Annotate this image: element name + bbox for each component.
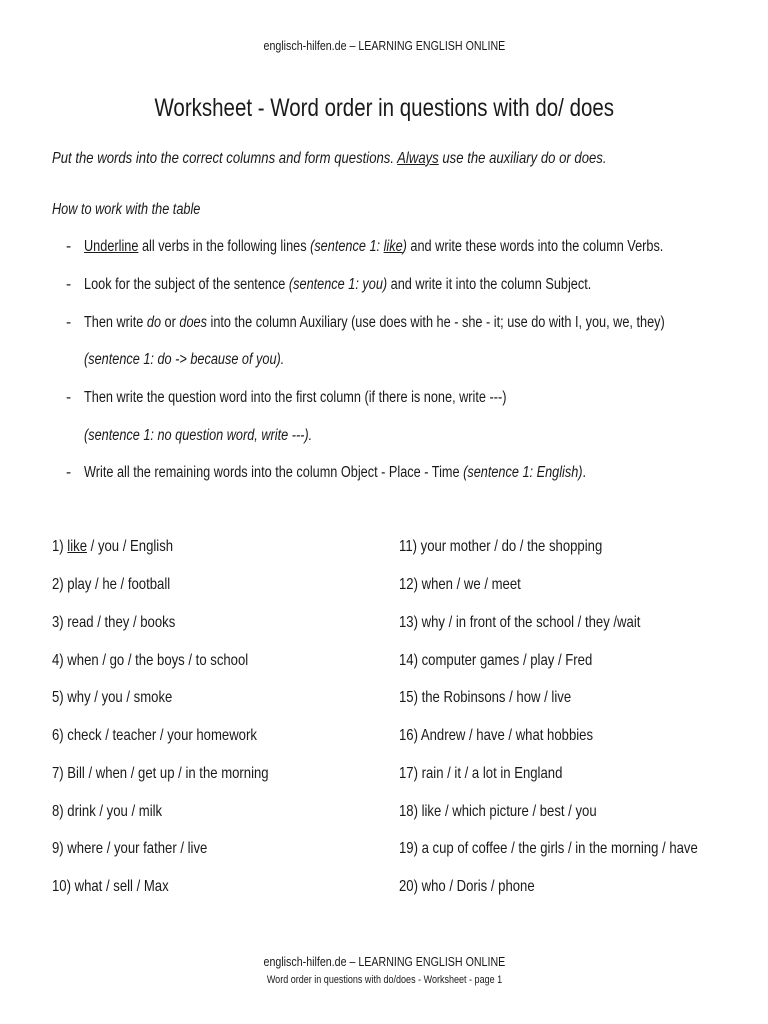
instruction-part1: Put the words into the correct columns and form questions.: [52, 150, 398, 167]
item-text: 6) check / teacher / your homework: [52, 727, 257, 744]
item-rest: / you / English: [87, 538, 174, 555]
step-1-text-d: ): [402, 238, 407, 255]
exercise-item-9: [52, 840, 241, 858]
exercise-item-1: [52, 538, 200, 556]
title-text: Worksheet - Word order in questions with do/ does: [154, 94, 614, 122]
step-3-text-c: or: [161, 314, 180, 331]
step-2-text-c: and write it into the column Subject.: [387, 276, 592, 293]
item-text: 8) drink / you / milk: [52, 803, 163, 820]
instruction-always: Always: [397, 150, 439, 167]
page-footer: [0, 954, 768, 969]
item-text: 18) like / which picture / best / you: [399, 803, 597, 820]
item-underlined-verb: like: [67, 538, 88, 555]
exercise-item-10: [52, 878, 194, 896]
step-5-text-b: (sentence 1: English): [463, 464, 583, 481]
instruction-part2: use the auxiliary do or does.: [438, 150, 607, 167]
item-text: 12) when / we / meet: [399, 576, 521, 593]
step-1-text-e: and write these words into the column Verbs.: [406, 238, 664, 255]
footer-site-text: englisch-hilfen.de – LEARNING ENGLISH ONLINE: [263, 954, 505, 969]
exercise-item-7: [52, 765, 316, 783]
step-3-text-a: Then write: [84, 314, 147, 331]
step-dash: -: [66, 276, 72, 293]
instruction: [52, 150, 728, 168]
page-title: [0, 94, 768, 123]
step-5-text-c: .: [582, 464, 587, 481]
item-text: 15) the Robinsons / how / live: [399, 689, 572, 706]
step-4-cont-text: (sentence 1: no question word, write ---).: [84, 427, 313, 444]
exercise-item-6: [52, 727, 302, 745]
step-dash: -: [66, 464, 72, 481]
item-text: 5) why / you / smoke: [52, 689, 173, 706]
item-text: 3) read / they / books: [52, 614, 176, 631]
item-text: 16) Andrew / have / what hobbies: [399, 727, 594, 744]
step-2-text-a: Look for the subject of the sentence: [84, 276, 289, 293]
exercise-item-13: [399, 614, 693, 632]
exercise-item-15: [399, 689, 609, 707]
step-3-text-e: into the column Auxiliary (use does with he - she - it; use do with I, you, we, they): [206, 314, 665, 331]
exercise-item-4: [52, 652, 291, 670]
header-text: englisch-hilfen.de – LEARNING ENGLISH ONLINE: [263, 38, 505, 53]
step-dash: -: [66, 314, 72, 331]
item-text: 7) Bill / when / get up / in the morning: [52, 765, 269, 782]
exercise-item-8: [52, 803, 186, 821]
item-text: 19) a cup of coffee / the girls / in the morning / have: [399, 840, 698, 857]
step-dash: -: [66, 389, 72, 406]
item-text: 11) your mother / do / the shopping: [399, 538, 603, 555]
how-to-step-3-continuation: [84, 351, 328, 369]
step-3-cont-text: (sentence 1: do -> because of you).: [84, 351, 285, 368]
step-1-underline: Underline: [84, 238, 139, 255]
page-footer-subtitle: [0, 974, 768, 986]
exercise-item-19: [399, 840, 763, 858]
item-text: 20) who / Doris / phone: [399, 878, 535, 895]
step-5-text-a: Write all the remaining words into the column Object - Place - Time: [84, 464, 464, 481]
exercise-item-11: [399, 538, 647, 556]
step-4-text-a: Then write the question word into the first column (if there is none, write ---): [84, 389, 507, 406]
page-header: [0, 38, 768, 53]
item-text: 9) where / your father / live: [52, 840, 208, 857]
step-3-text-b: do: [146, 314, 162, 331]
how-to-step-4-continuation: [84, 427, 362, 445]
item-number: 1): [52, 538, 68, 555]
step-2-text-b: (sentence 1: you): [288, 276, 388, 293]
item-text: 2) play / he / football: [52, 576, 171, 593]
footer-page-text: Word order in questions with do/does - Worksheet - page 1: [266, 974, 502, 986]
exercise-item-2: [52, 576, 196, 594]
how-to-heading: [52, 201, 233, 219]
step-1-text-a: all verbs in the following lines: [138, 238, 311, 255]
exercise-item-18: [399, 803, 640, 821]
item-text: 13) why / in front of the school / they /wait: [399, 614, 641, 631]
step-1-text-c: like: [383, 238, 403, 255]
step-3-text-d: does: [179, 314, 207, 331]
step-dash: -: [66, 238, 72, 255]
step-1-text-b: (sentence 1:: [310, 238, 384, 255]
exercise-item-20: [399, 878, 564, 896]
exercise-item-12: [399, 576, 548, 594]
how-to-heading-text: How to work with the table: [52, 201, 201, 218]
exercise-item-5: [52, 689, 199, 707]
exercise-item-16: [399, 727, 636, 745]
item-text: 4) when / go / the boys / to school: [52, 652, 249, 669]
item-text: 14) computer games / play / Fred: [399, 652, 593, 669]
item-text: 10) what / sell / Max: [52, 878, 169, 895]
exercise-item-17: [399, 765, 598, 783]
item-text: 17) rain / it / a lot in England: [399, 765, 563, 782]
exercise-item-3: [52, 614, 202, 632]
exercise-item-14: [399, 652, 635, 670]
